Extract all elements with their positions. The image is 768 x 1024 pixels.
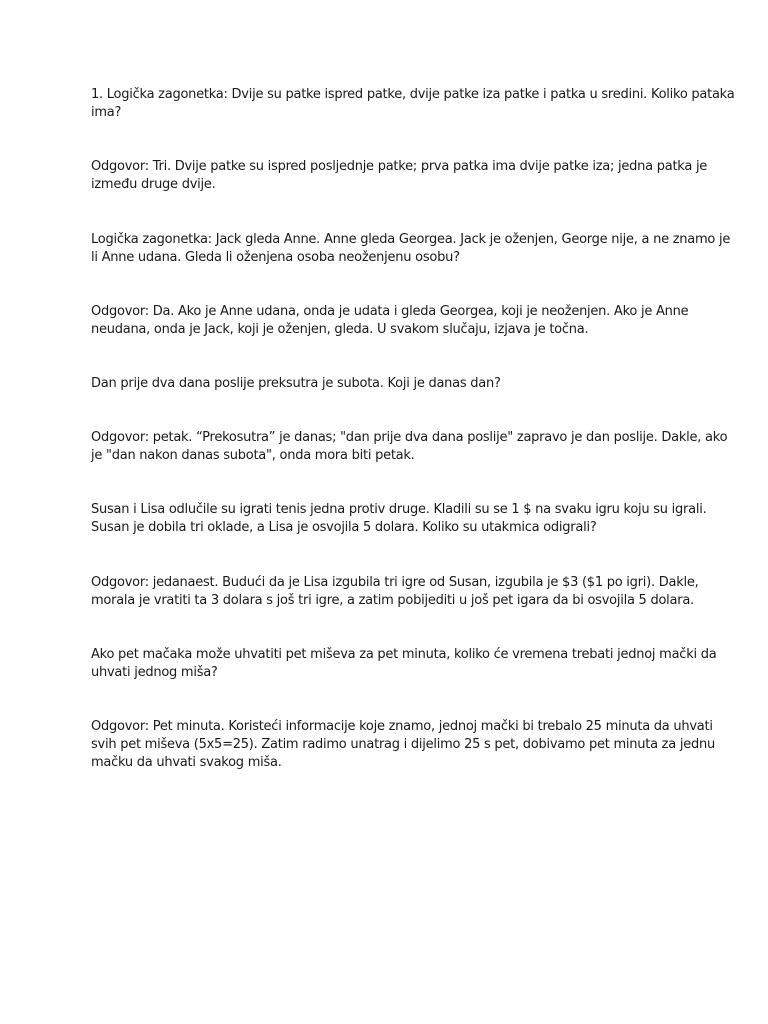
- text-line: neudana, onda je Jack, koji je oženjen, gleda. U svakom slučaju, izjava je točna.: [91, 322, 589, 337]
- text-line: Odgovor: petak. “Prekosutra” je danas; "dan prije dva dana poslije" zapravo je dan poslije. Dakle, ako: [91, 430, 728, 445]
- text-line: Odgovor: jedanaest. Budući da je Lisa izgubila tri igre od Susan, izgubila je $3 ($1 po igri). Dakle,: [91, 575, 699, 590]
- text-line: svih pet miševa (5x5=25). Zatim radimo unatrag i dijelimo 25 s pet, dobivamo pet minuta za jednu: [91, 737, 715, 752]
- text-line: morala je vratiti ta 3 dolara s još tri igre, a zatim pobijediti u još pet igara da bi osvojila 5 dolara.: [91, 593, 694, 608]
- text-line: je "dan nakon danas subota", onda mora biti petak.: [91, 448, 415, 463]
- text-line: li Anne udana. Gleda li oženjena osoba neoženjenu osobu?: [91, 250, 460, 265]
- answer-paragraph-ducks: [91, 158, 708, 194]
- puzzle-paragraph-day: [91, 375, 691, 393]
- text-line: mačku da uhvati svakog miša.: [91, 755, 282, 770]
- text-line: Odgovor: Pet minuta. Koristeći informacije koje znamo, jednoj mački bi trebalo 25 minuta da uhvati: [91, 719, 713, 734]
- text-line: Logička zagonetka: Jack gleda Anne. Anne gleda Georgea. Jack je oženjen, George nije, a ne znamo je: [91, 232, 731, 247]
- text-line: Odgovor: Da. Ako je Anne udana, onda je udata i gleda Georgea, koji je neoženjen. Ako je Anne: [91, 304, 689, 319]
- text-line: 1. Logička zagonetka: Dvije su patke ispred patke, dvije patke iza patke i patka u sredini. Koliko pataka: [91, 87, 735, 102]
- text-line: Susan je dobila tri oklade, a Lisa je osvojila 5 dolara. Koliko su utakmica odigrali?: [91, 520, 597, 535]
- puzzle-paragraph-cats: [91, 646, 717, 682]
- text-line: Dan prije dva dana poslije preksutra je subota. Koji je danas dan?: [91, 376, 501, 391]
- text-line: Odgovor: Tri. Dvije patke su ispred posljednje patke; prva patka ima dvije patke iza; jedna patka je: [91, 159, 708, 174]
- text-line: ima?: [91, 105, 122, 120]
- text-line: Ako pet mačaka može uhvatiti pet miševa za pet minuta, koliko će vremena trebati jednoj mački da: [91, 647, 717, 662]
- answer-paragraph-married: [91, 303, 691, 339]
- answer-paragraph-day: [91, 429, 728, 465]
- answer-paragraph-tennis: [91, 574, 699, 610]
- text-line: uhvati jednog miša?: [91, 665, 218, 680]
- puzzle-paragraph-ducks: [91, 86, 735, 122]
- text-line: Susan i Lisa odlučile su igrati tenis jedna protiv druge. Kladili su se 1 $ na svaku igru koju su igrali.: [91, 502, 707, 517]
- puzzle-paragraph-tennis: [91, 501, 707, 537]
- answer-paragraph-cats: [91, 718, 715, 772]
- puzzle-paragraph-married: [91, 231, 731, 267]
- text-line: između druge dvije.: [91, 177, 216, 192]
